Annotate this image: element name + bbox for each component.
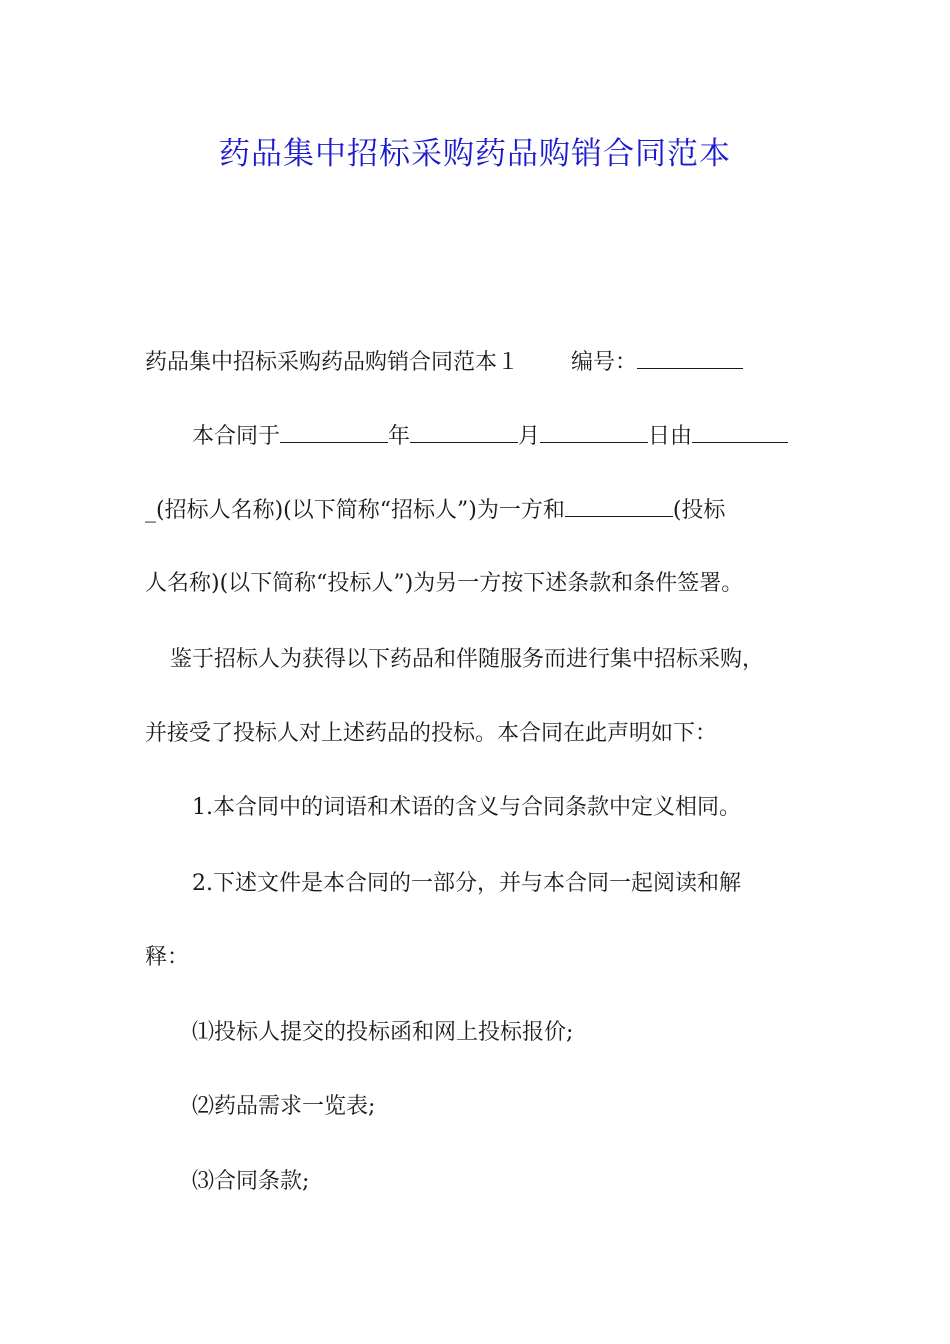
sub-item-3: ⑶合同条款; [192, 1169, 310, 1194]
bidder-blank [565, 494, 673, 517]
year-blank [280, 420, 388, 443]
number-label: 编号： [571, 350, 638, 375]
date-intro-text: 本合同于 [192, 424, 281, 449]
number-blank [637, 346, 743, 369]
para1-line2 [145, 494, 725, 526]
sub-item-2: ⑵药品需求一览表; [192, 1094, 376, 1119]
tenderer-blank [692, 420, 788, 443]
document-title: 药品集中招标采购药品购销合同范本 [219, 136, 731, 172]
para2-line1: 鉴于招标人为获得以下药品和伴随服务而进行集中招标采购， [170, 647, 765, 672]
month-blank [410, 420, 518, 443]
item-2-line1: 2.下述文件是本合同的一部分，并与本合同一起阅读和解 [192, 871, 741, 896]
day-blank [540, 420, 648, 443]
para1-line1 [192, 420, 788, 452]
month-label: 月 [518, 424, 541, 449]
item-2-line2: 释： [145, 945, 190, 970]
contract-name-text: 药品集中招标采购药品购销合同范本１ [145, 350, 520, 375]
bidder-label-start: (投标 [672, 498, 726, 523]
para1-line3: 人名称)(以下简称“投标人”)为另一方按下述条款和条件签署。 [145, 571, 744, 596]
sub-item-1: ⑴投标人提交的投标函和网上投标报价; [192, 1020, 574, 1045]
item-1: 1.本合同中的词语和术语的含义与合同条款中定义相同。 [192, 795, 741, 820]
year-label: 年 [388, 424, 411, 449]
para2-line2: 并接受了投标人对上述药品的投标。本合同在此声明如下： [145, 721, 718, 746]
day-label: 日由 [648, 424, 693, 449]
header-line [145, 346, 743, 378]
tenderer-party-text: _(招标人名称)(以下简称“招标人”)为一方和 [145, 498, 565, 523]
